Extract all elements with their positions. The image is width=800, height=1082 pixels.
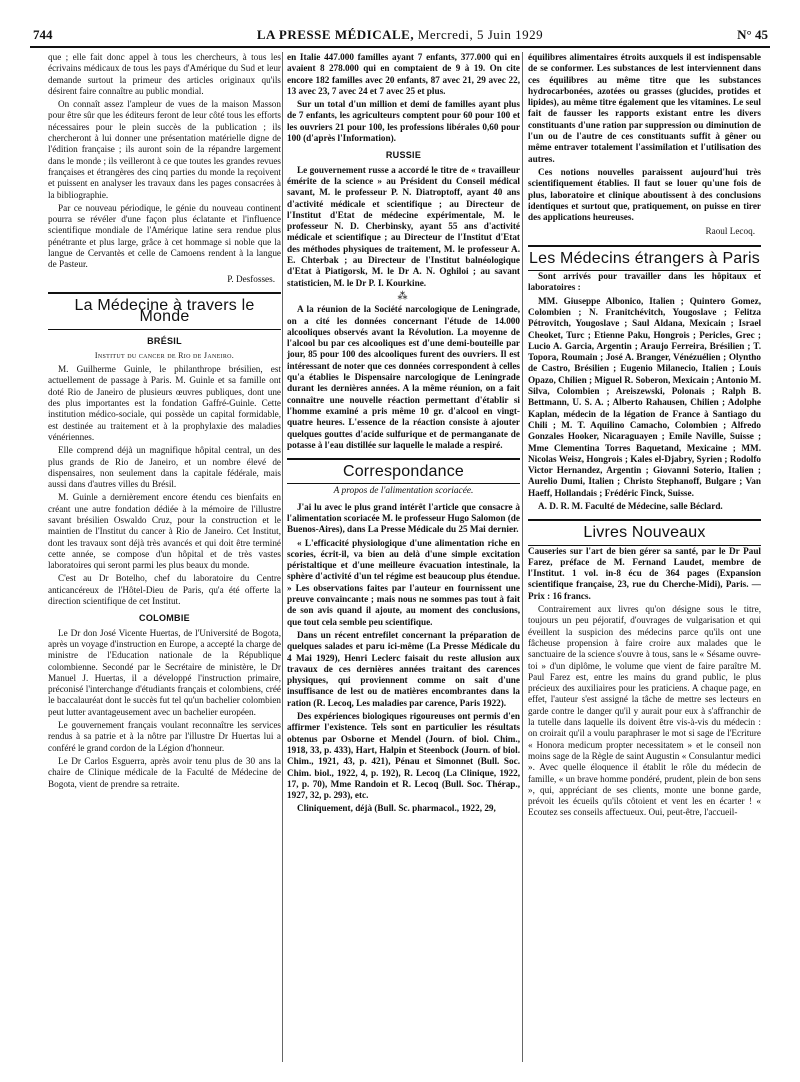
issue-number: N° 45 bbox=[737, 27, 768, 42]
column-right bbox=[528, 52, 761, 821]
journal-name: LA PRESSE MÉDICALE, bbox=[256, 27, 415, 42]
country-heading: BRÉSIL bbox=[147, 335, 182, 346]
paragraph: A la réunion de la Société narcologique de Leningrade, on a cité les données concernant l'étude de 14.000 alcooliques observés avant la Révolution. La moyenne de l'alcool bu par ces alcooliques est d'une demi-bouteille par jour, 85 pour 100 des alcooliques furent des ouvriers. Il est intéressant de noter que ces données correspondent à celles qu'a établies le Dispensaire narcologique de Leningrade durant les dernières années. A la même réunion, on a fait connaître une nouvelle réaction permettant d'établir si l'homme examiné a pris même 10 gr. d'alcool en vingt-quatre heures. L'essence de la réaction consiste à ajouter quelques gouttes d'acide sulfurique et de permanganate de potasse à l'eau distillée sur laquelle le malade a respiré. bbox=[287, 304, 520, 450]
section-rule bbox=[287, 458, 520, 460]
section-title: La Médecine à travers le Monde bbox=[74, 296, 255, 326]
paragraph: A. D. R. M. Faculté de Médecine, salle Béclard. bbox=[538, 500, 723, 511]
section-rule bbox=[48, 292, 281, 294]
country-heading: RUSSIE bbox=[385, 150, 422, 161]
country-heading: COLOMBIE bbox=[139, 613, 190, 624]
paragraph: Le gouvernement russe a accordé le titre de « travailleur émérite de la science » au Président du Conseil médical savant, M. le professeur P. N. Diatroptoff, ayant 40 ans d'activité médicale et scientifique ; au Directeur de l'Institut d'Etat de médecine expérimentale, M. le professeur N. D. Cherbinsky, ayant 55 ans d'activité médicale et scientifique ; au Directeur de l'Institut d'Etat des méthodes physiques de traitement, M. le professeur A. E. Chterbak ; au Directeur de l'Institut balnéologique d'Etat à Piatigorsk, M. le Dr A. N. Oghiloi ; au savant statisticien, M. le Dr P. I. Kourkine. bbox=[287, 164, 520, 288]
paragraph: Elle comprend déjà un magnifique hôpital central, un des plus grands de Rio de Janeiro, et un nombre élevé de dispensaires, non seulement dans la capitale fédérale, mais aussi dans d'autres villes du Brésil. bbox=[48, 445, 281, 490]
paragraph: « L'efficacité physiologique d'une alimentation riche en scories, écrit-il, va bien au delà d'une simple excitation péristaltique et d'une meilleure évacuation intestinale, la sphère d'activité d'un tel régime est beaucoup plus étendue. » Les observations faites par l'auteur en fournissent une preuve convaincante ; mais nous ne sommes pas tout à fait de son avis quand il ajoute, au moment des conclusions, que tout cela semble peu scientifique. bbox=[287, 537, 520, 627]
paragraph: Cliniquement, déjà (Bull. Sc. pharmacol., 1922, 29, bbox=[297, 803, 496, 814]
asterism: ⁂ bbox=[397, 290, 410, 302]
paragraph: Sur un total d'un million et demi de familles ayant plus de 7 enfants, les agriculteurs comptent pour 60 pour 100 et les ouvriers 21 pour 100, les professions libérales 0,60 pour 100 (d'après l'Information). bbox=[287, 99, 520, 144]
subheading: Institut du cancer de Rio de Janeiro. bbox=[94, 350, 235, 360]
signature: Raoul Lecoq. bbox=[705, 226, 755, 237]
paragraph: On connaît assez l'ampleur de vues de la maison Masson pour être sûr que les éditeurs feront de leur côté tous les efforts nécessaires pour le plein succès de la publication ; ils chercheront à lui donner une présentation matérielle digne de l'édition française ; ils auront soin de la répandre largement dans le monde ; ils veilleront à ce que toutes les grandes revues françaises et étrangères des cinq parties du monde la reçoivent et puissent en analyser les travaux dans les pages consacrées à la bibliographie. bbox=[48, 99, 281, 200]
paragraph: Sont arrivés pour travailler dans les hôpitaux et laboratoires : bbox=[528, 271, 761, 293]
paragraph: J'ai lu avec le plus grand intérêt l'article que consacre à l'alimentation scoriacée M. le professeur Hugo Salomon (de Buenos-Aires), dans La Presse Médicale du 25 Mai dernier. bbox=[287, 501, 520, 535]
section-rule bbox=[48, 329, 281, 330]
paragraph: Le Dr Carlos Esguerra, après avoir tenu plus de 30 ans la chaire de Clinique médicale de la Faculté de Médecine de Bogota, vient de prendre sa retraite. bbox=[48, 755, 281, 789]
paragraph: Par ce nouveau périodique, le génie du nouveau continent pourra se révéler d'une façon plus éclatante et l'influence scientifique mondiale de l'Amérique latine sera rendue plus pénétrante et plus large, grâce à cet hommage si noble que la langue de Cervantès et celle de Camoens rendent à la langue de Pasteur. bbox=[48, 202, 281, 270]
column-middle bbox=[287, 52, 520, 817]
page-number: 744 bbox=[33, 27, 53, 42]
paragraph: en Italie 447.000 familles ayant 7 enfants, 377.000 qui en avaient 8 278.000 qui en comptaient de 9 à 19. On cite encore 182 familles avec 20 enfants, 87 avec 21, 29 avec 22, 13 avec 23, 7 avec 24 et 7 avec 25 et plus. bbox=[287, 52, 520, 96]
column-divider bbox=[522, 52, 523, 1062]
section-rule bbox=[528, 245, 761, 247]
column-left bbox=[48, 52, 281, 792]
paragraph: M. Guinle a dernièrement encore étendu ces bienfaits en créant une autre fondation dédiée à la mémoire de l'illustre savant brésilien Oswaldo Cruz, pour la construction et le maintien de l'Institut du cancer à Rio de Janeiro. Cet Institut, dont les travaux sont déjà très avancés et qui doit être terminé cette année, se compose d'un hôpital et de très vastes laboratoires qui seront parmi les plus beaux du monde. bbox=[48, 492, 281, 571]
signature: P. Desfosses. bbox=[227, 273, 275, 284]
section-rule bbox=[528, 519, 761, 521]
paragraph: M. Guilherme Guinle, le philanthrope brésilien, est actuellement de passage à Paris. M. Guinle et sa famille ont doté Rio de Janeiro de plusieurs œuvres publiques, dont une des plus importantes est la fondation Gaffré-Guinle. Cette institution médico-sociale, qui possède un capital formidable, est destinée au traitement et à la prophylaxie des maladies vénériennes. bbox=[48, 364, 281, 442]
book-reference: Causeries sur l'art de bien gérer sa santé, par le Dr Paul Farez, préface de M. Fernand Laudet, membre de l'Institut. 1 vol. in-8 écu de 364 pages (Expansion scientifique française, 23, rue du Cherche-Midi), Paris. — Prix : 16 francs. bbox=[528, 545, 761, 601]
paragraph: que ; elle fait donc appel à tous les chercheurs, à tous les écrivains médicaux de tous les pays d'Amérique du Sud et leur demande surtout la primeur des articles originaux qu'ils désirent faire connaître au public mondial. bbox=[48, 52, 281, 96]
paragraph: Le gouvernement français voulant reconnaître les services rendus à sa patrie et à la nôtre par l'illustre Dr Huertas lui a conféré le grand cordon de la Légion d'honneur. bbox=[48, 720, 281, 753]
paragraph: Le Dr don José Vicente Huertas, de l'Université de Bogota, après un voyage d'instruction en Europe, a accepté la charge de ministre de l'Education nationale de la République colombienne. Secondé par le Secrétaire de ministère, le Dr Manuel J. Huertas, il a développé l'instruction primaire, préconisé l'interchange d'étudiants français et colombiens, créé le baccalauréat dont le succès fut tel qu'un bachelier colombien peut lutter avantageusement avec un bachelier européen. bbox=[48, 627, 281, 717]
issue-date: Mercredi, 5 Juin 1929 bbox=[417, 27, 544, 42]
section-title: Les Médecins étrangers à Paris bbox=[529, 249, 760, 267]
paragraph: équilibres alimentaires étroits auxquels il est indispensable de se conformer. Les substances de lest interviennent dans ces équilibres au même titre que les substances hydrocarbonées, azotées ou grasses (glucides, protides et lipides), au même titre également que les vitamines. Le seul fait de fausser les rapports existant entre les divers constituants d'une ration par suppression ou diminution de l'un ou de l'autre de ces constituants suffit à gêner ou même entraver totalement l'assimilation et l'utilisation des autres. bbox=[528, 52, 761, 164]
paragraph: Contrairement aux livres qu'on désigne sous le titre, toujours un peu péjoratif, d'ouvrages de vulgarisation et qui éveillent la suspicion des médecins parce qu'ils ont une fâcheuse propension à faire croire aux malades que le sanctuaire de la science s'ouvre à tous, sans le « Sésame ouvre-toi » d'un diplôme, le volume que vient de faire paraître M. Paul Farez est, entre les mains du grand public, le plus précieux des auxiliaires pour les praticiens. A chaque page, en effet, l'auteur s'est assigné la tâche de mettre ses lecteurs en garde contre le danger qu'il y aurait pour eux à s'affranchir de la tutelle dans laquelle ils doivent être vis-à-vis du médecin : on croirait qu'il a voulu paraphraser le mot si sage de l'Ecriture « Honora medicum propter necessitatem » et le conseil non moins sage de la Règle de saint Augustin « Consulantur medici ». Avec quelle éloquence il établit le rôle du médecin de famille, « un brave homme pondéré, prudent, plein de bon sens », qui, appréciant de ses clients, monte une bonne garde, prévoit les écueils qu'ils côtoient et vent les en écarter ! « Ecoutez ses conseils affectueux. Oui, peut-être, l'accueil- bbox=[528, 604, 761, 818]
section-title: Livres Nouveaux bbox=[583, 524, 706, 542]
doctor-list: MM. Giuseppe Albonico, Italien ; Quintero Gomez, Colombien ; N. Franitchévitch, Yougoslave ; Felitza Pétrovitch, Yougoslave ; Saul Aldana, Mexicain ; Israel Cheoket, Turc ; Etienne Paku, Hongrois ; Pericles, Grec ; Lucio A. Garcia, Argentin ; Araujo Ferreira, Brésilien ; T. Topora, Roumain ; José A. Branger, Vénézuélien ; Olyntho de Castro, Brésilien ; Eugenio Milanecio, Italien ; Louis Opazo, Chilien ; Miguel R. Soberon, Mexicain ; Antonio M. Silva, Colombien ; Areiszewski, Polonais ; Ralph B. Bettmann, U. S. A. ; Alberto Rahausen, Chilien ; Adolphe Kaplan, médecin de la légation de France à Santiago du Chili ; M. T. Aquilino Camacho, Colombien ; Alfredo Gonzales Hooker, Nicaraguayen ; Emile Naville, Suisse ; Mme Clementina Torres Baquetand, Mexicaine ; MM. Nicolas Weisz, Hongrois ; Kales el-Djabry, Syrien ; Rodolfo Victor Hernandez, Argentin ; Giovanni Soterio, Italien ; Aurelio Dumi, Italien ; Christo Stephanoff, Bulgare ; Van Haeff, Hollandais ; Frédéric Finck, Suisse. bbox=[528, 295, 761, 498]
article-subtitle: A propos de l'alimentation scoriacée. bbox=[333, 486, 474, 497]
paragraph: C'est au Dr Botelho, chef du laboratoire du Centre anticancéreux de l'Hôtel-Dieu de Paris, qu'a été offerte la direction scientifique de cet Institut. bbox=[48, 573, 281, 607]
paragraph: Dans un récent entrefilet concernant la préparation de quelques salades et paru ici-même (La Presse Médicale du 4 Mai 1929), Henri Leclerc faisait du reste allusion aux travaux de ces dernières années traitant des carences physiques, qui proviennent comme on sait d'une insuffisance de lest ou de matières encombrantes dans la ration (R. Lecoq, Les maladies par carence, Paris 1922). bbox=[287, 629, 520, 708]
header-rule bbox=[30, 46, 770, 48]
column-divider bbox=[282, 52, 283, 1062]
paragraph: Ces notions nouvelles paraissent aujourd'hui très scientifiquement établies. Il faut se louer qu'une fois de plus, laboratoire et clinique aboutissent à des conclusions identiques et surtout que, pratiquement, on puisse en tirer des applications heureuses. bbox=[528, 166, 761, 223]
page-header bbox=[30, 27, 770, 47]
section-rule bbox=[287, 483, 520, 484]
journal-title bbox=[30, 27, 770, 43]
paragraph: Des expériences biologiques rigoureuses ont permis d'en affirmer l'existence. Tels sont en particulier les résultats obtenus par Osborne et Mendel (Journ. of biol. Chim., 1918, 33, p. 433), Hart, Halpin et Steenbock (Journ. of biol. Chim., 1921, 43, p. 421), Pénau et Simonnet (Bull. Soc. Chim. biol., 1922, 4, p. 192), R. Lecoq (La Clinique, 1922, 17, p. 70), Mme Randoin et R. Lecoq (Bull. Soc. Thérap., 1927, 32, p. 293), etc. bbox=[287, 711, 520, 801]
section-title: Correspondance bbox=[342, 463, 465, 481]
